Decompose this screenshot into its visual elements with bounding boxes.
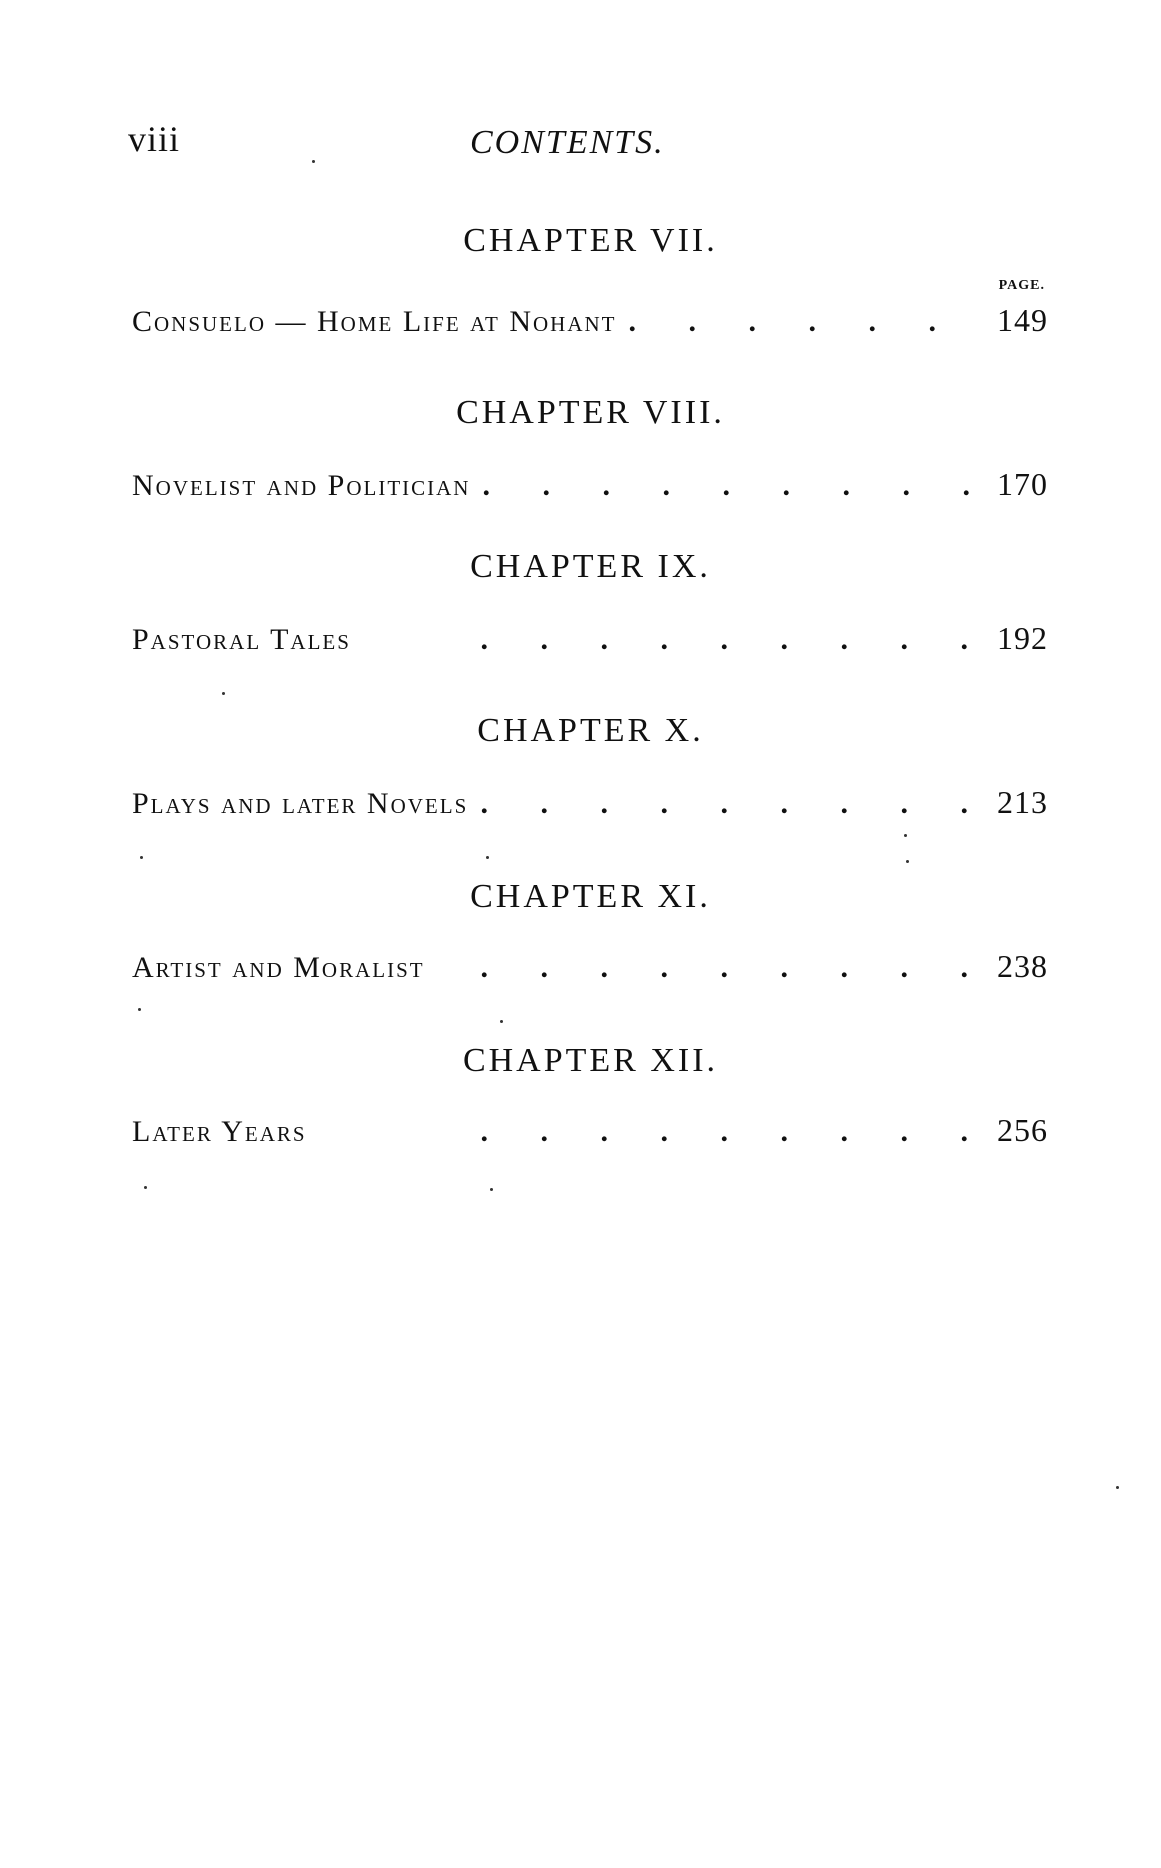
toc-entry-title: Novelist and Politician xyxy=(132,469,471,502)
chapter-heading: CHAPTER VII. xyxy=(463,222,718,259)
dot-leader xyxy=(470,469,980,503)
scan-speck xyxy=(140,856,143,859)
chapter-heading: CHAPTER X. xyxy=(477,712,704,749)
toc-entry[interactable] xyxy=(132,466,1048,503)
toc-entry-title: Artist and Moralist xyxy=(132,951,425,984)
dot-leader xyxy=(616,305,980,339)
toc-entry[interactable] xyxy=(132,302,1048,339)
toc-entry[interactable] xyxy=(132,948,1048,985)
toc-entry-page: 256 xyxy=(997,1112,1048,1148)
toc-entry-page: 192 xyxy=(997,620,1048,656)
chapter-heading: CHAPTER XII. xyxy=(462,1042,719,1079)
toc-entry-title: Later Years xyxy=(132,1115,307,1148)
toc-entry-page: 170 xyxy=(997,466,1048,502)
chapter-heading: CHAPTER IX. xyxy=(470,548,711,585)
toc-entry-page: 149 xyxy=(997,302,1048,338)
chapter-heading: CHAPTER XI. xyxy=(470,878,711,915)
scan-speck xyxy=(490,1188,493,1191)
page-column-label: PAGE. xyxy=(998,278,1045,293)
toc-entry-page: 238 xyxy=(997,948,1048,984)
scan-speck xyxy=(904,834,907,837)
scan-speck xyxy=(486,856,489,859)
toc-entry-title: Pastoral Tales xyxy=(132,623,351,656)
toc-entry[interactable] xyxy=(132,620,1048,657)
chapter-heading: CHAPTER VIII. xyxy=(456,394,725,431)
scan-speck xyxy=(1116,1486,1119,1489)
page-folio: viii xyxy=(128,119,181,159)
scan-speck xyxy=(138,1008,141,1011)
toc-entry-title: Consuelo — Home Life at Nohant xyxy=(132,305,617,338)
scan-speck xyxy=(906,860,909,863)
dot-leader xyxy=(468,787,980,821)
toc-entry-title: Plays and later Novels xyxy=(132,787,469,820)
toc-entry-page: 213 xyxy=(997,784,1048,820)
scan-speck xyxy=(222,692,225,695)
scan-speck xyxy=(500,1020,503,1023)
toc-entry[interactable] xyxy=(132,784,1048,821)
scan-speck xyxy=(144,1186,147,1189)
dot-leader xyxy=(307,1115,980,1149)
scan-speck xyxy=(312,160,315,163)
dot-leader xyxy=(351,623,980,657)
dot-leader xyxy=(425,951,980,985)
toc-entry[interactable] xyxy=(132,1112,1048,1149)
running-head: CONTENTS. xyxy=(470,124,665,161)
